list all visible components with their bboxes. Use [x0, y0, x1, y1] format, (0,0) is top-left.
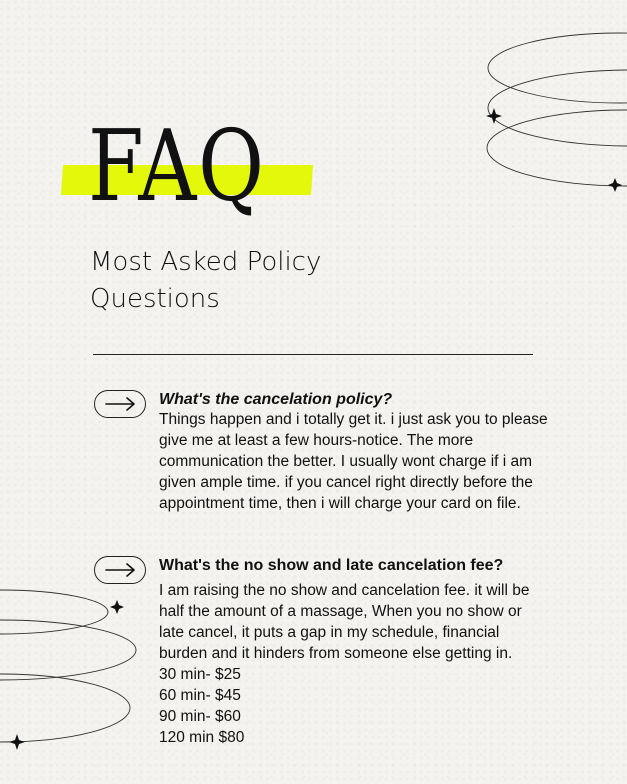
- price-30-min: 30 min- $25: [159, 666, 241, 683]
- divider: [93, 354, 533, 355]
- faq-question: What's the no show and late cancelation fee?: [159, 557, 504, 574]
- orbit-ring-top-3: [487, 110, 627, 186]
- subtitle-line-2: Questions: [90, 284, 220, 314]
- orbit-ring-top-2: [488, 70, 627, 146]
- sparkle-icon: [9, 734, 25, 750]
- orbit-ring-bottom-1: [0, 590, 108, 634]
- faq-answer-block: [159, 580, 549, 748]
- faq-answer: I am raising the no show and cancelation fee. it will be half the amount of a massage, When you no show or late cancel, it puts a gap in my schedule, financial burden and it hinders from someone else getting in.: [159, 582, 530, 662]
- orbit-ring-bottom-3: [0, 674, 130, 742]
- faq-answer: Things happen and i totally get it. i just ask you to please give me at least a few hours-notice. The more communication the better. I usually wont charge if i am given ample time. if you cancel right directly before the appointment time, then i will charge your card on file.: [159, 411, 548, 512]
- subtitle-line-1: Most Asked Policy: [90, 247, 322, 277]
- price-120-min: 120 min $80: [159, 729, 245, 746]
- arrow-button: [94, 390, 146, 418]
- price-90-min: 90 min- $60: [159, 708, 241, 725]
- arrow-button: [94, 556, 146, 584]
- price-60-min: 60 min- $45: [159, 687, 241, 704]
- page-title: FAQ: [88, 110, 266, 224]
- faq-question: What's the cancelation policy?: [159, 391, 393, 408]
- sparkle-icon: [110, 600, 124, 614]
- arrow-right-icon: [105, 563, 137, 577]
- orbit-ring-top-1: [488, 33, 627, 103]
- arrow-right-icon: [105, 397, 137, 411]
- sparkle-icon: [608, 178, 622, 192]
- page-subtitle: [90, 244, 410, 318]
